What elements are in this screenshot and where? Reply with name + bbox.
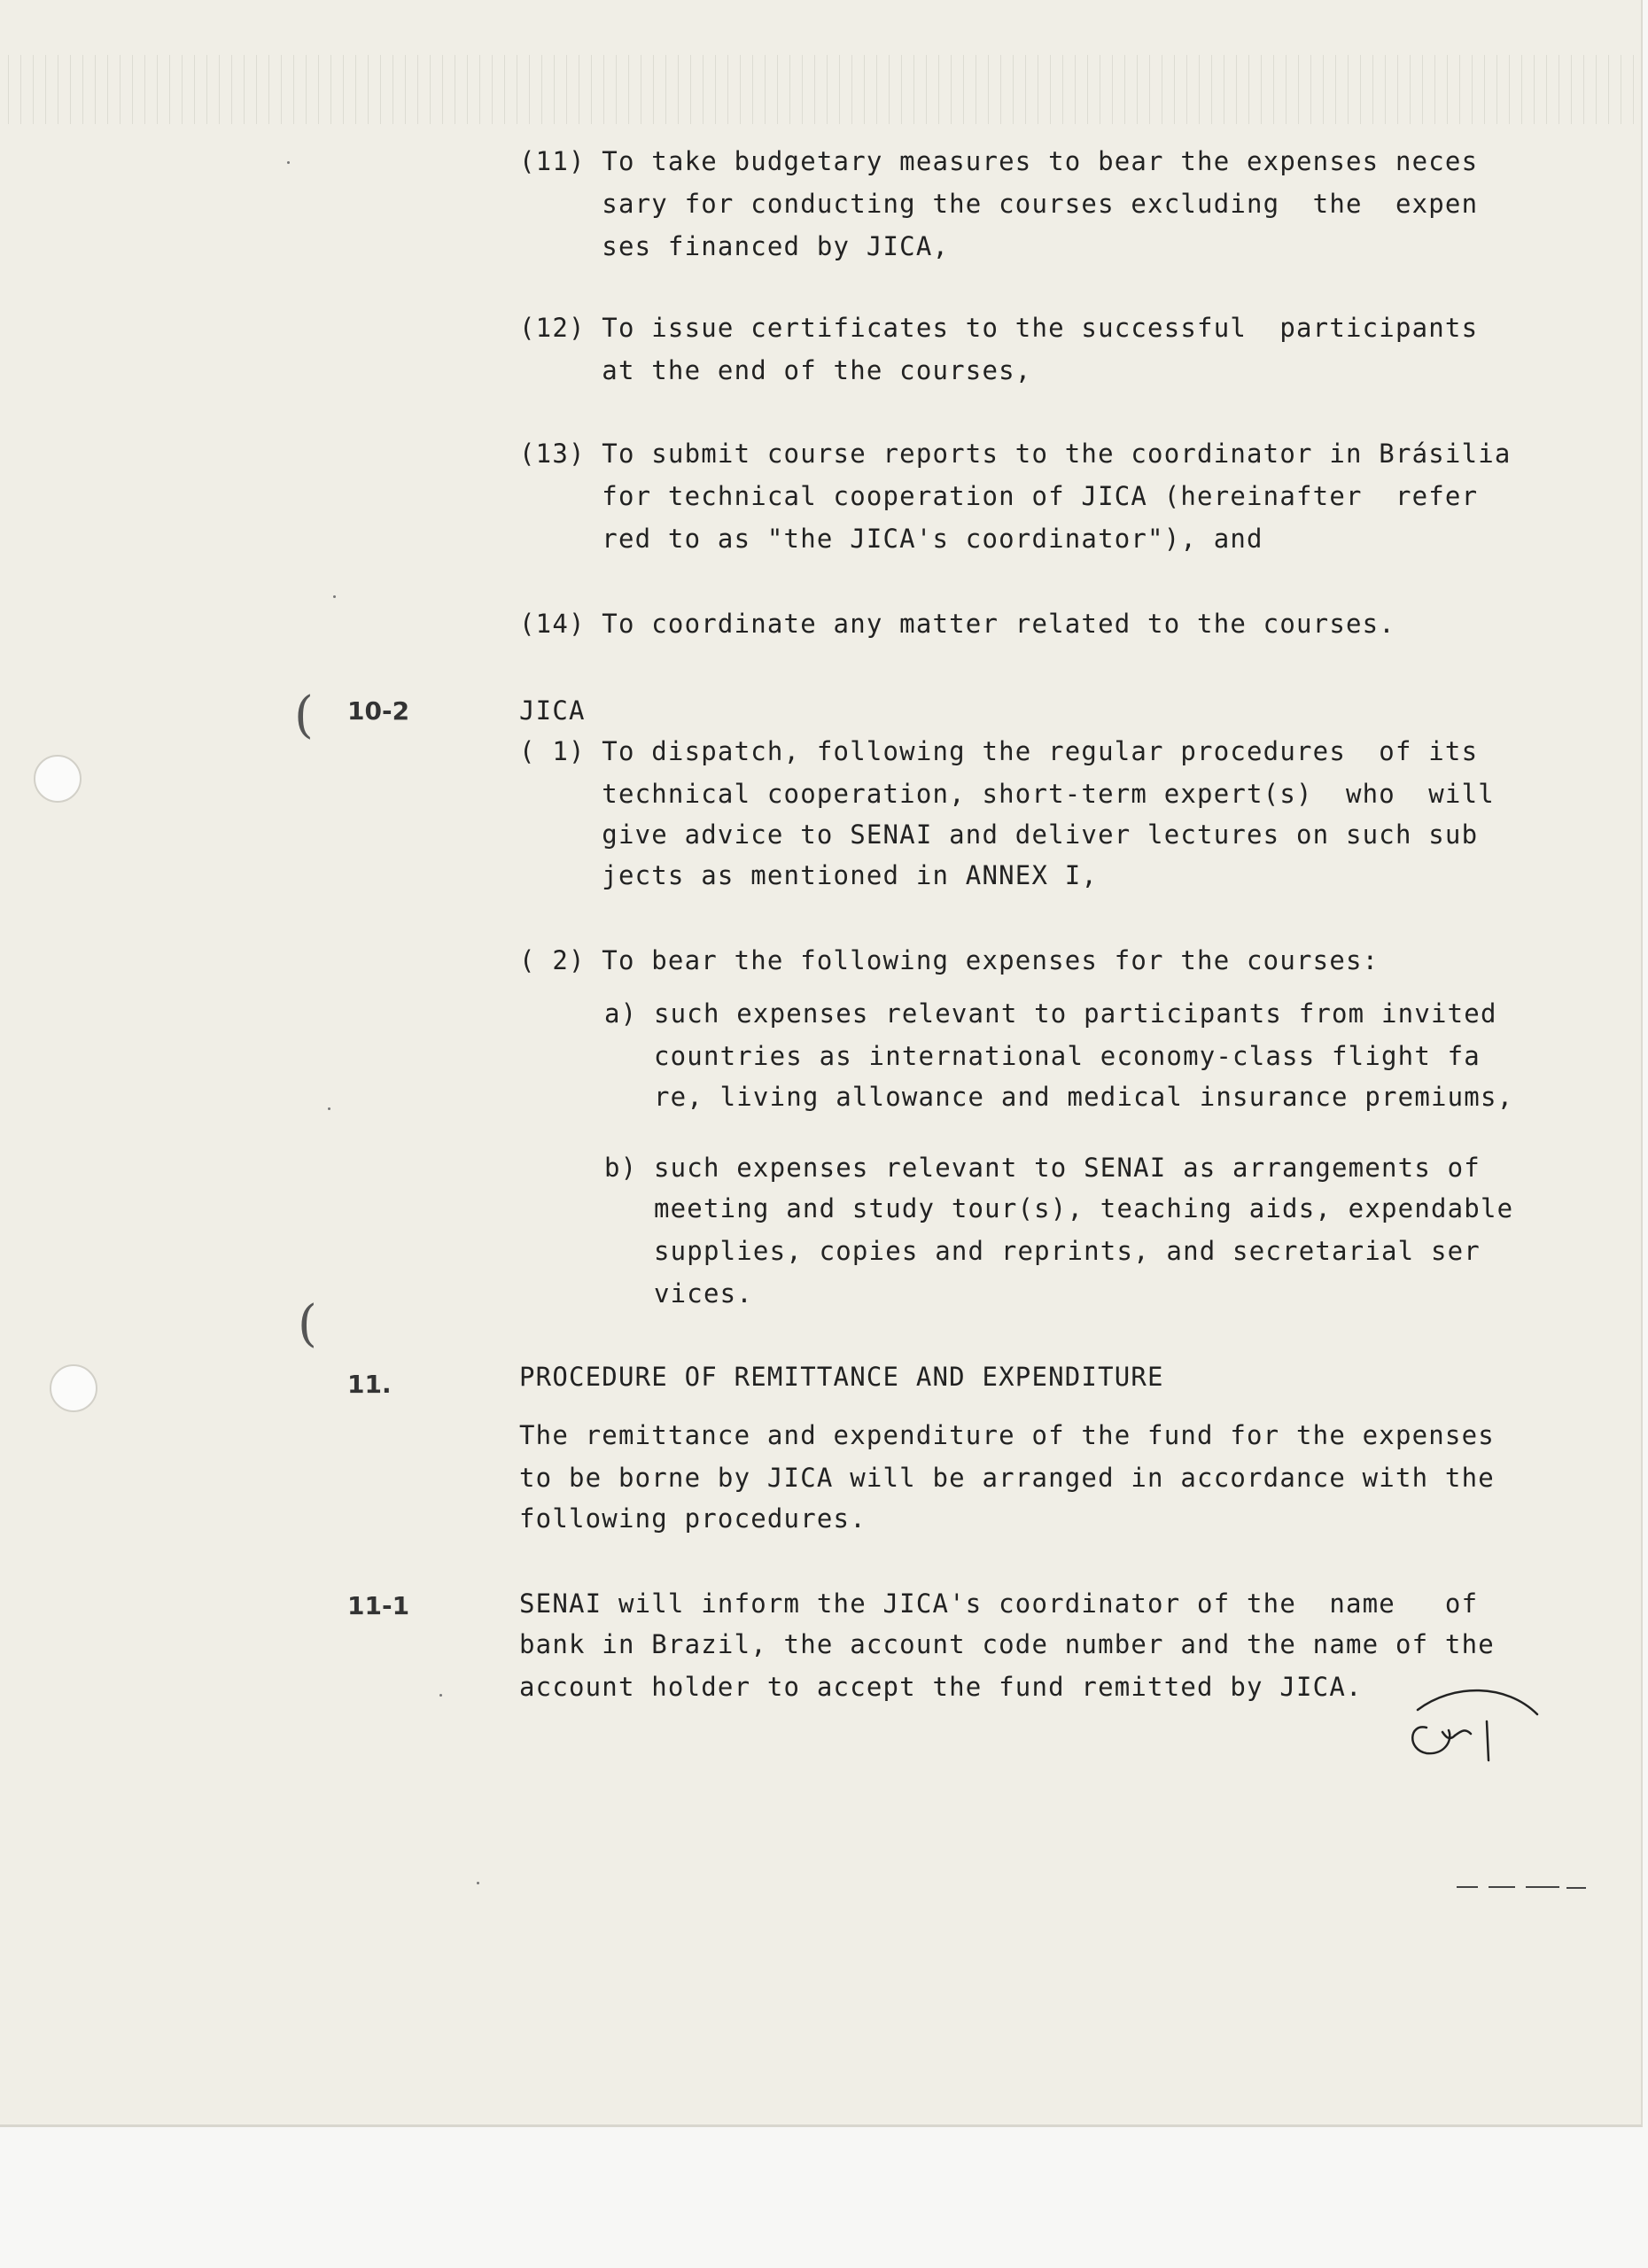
- margin-bracket-mark: (: [294, 687, 314, 744]
- procedure-heading: PROCEDURE OF REMITTANCE AND EXPENDITURE: [519, 1362, 1164, 1392]
- punch-hole: [34, 755, 82, 803]
- section-number-11-1: 11-1: [347, 1591, 410, 1620]
- handwritten-initials-mark: [1400, 1679, 1542, 1776]
- jica-item-1-line: ( 1) To dispatch, following the regular procedures of its: [519, 736, 1479, 766]
- item-12-line: at the end of the courses,: [519, 355, 1032, 385]
- item-11-line: (11) To take budgetary measures to bear the expenses neces: [519, 146, 1479, 176]
- jica-item-1-line: jects as mentioned in ANNEX I,: [519, 860, 1099, 890]
- jica-heading: JICA: [519, 695, 586, 726]
- procedure-11-1-line: bank in Brazil, the account code number and the name of the: [519, 1629, 1495, 1659]
- jica-item-2-line: ( 2) To bear the following expenses for the courses:: [519, 945, 1380, 975]
- punch-hole: [50, 1364, 97, 1412]
- procedure-11-1-line: account holder to accept the fund remitted by JICA.: [519, 1672, 1363, 1702]
- item-13-line: for technical cooperation of JICA (hereinafter refer: [519, 481, 1479, 511]
- procedure-text-line: to be borne by JICA will be arranged in accordance with the: [519, 1463, 1495, 1493]
- item-13-line: red to as "the JICA's coordinator"), and: [519, 524, 1263, 554]
- ink-speck: [287, 161, 290, 164]
- margin-bracket-mark: (: [298, 1295, 317, 1353]
- ink-speck: [333, 595, 336, 598]
- jica-item-1-line: technical cooperation, short-term expert(s) who will: [519, 779, 1495, 809]
- jica-item-2a-line: a) such expenses relevant to participants from invited: [604, 998, 1497, 1029]
- item-11-line: sary for conducting the courses excluding the expen: [519, 189, 1479, 219]
- stray-dash-marks: [1453, 1882, 1595, 1892]
- procedure-text-line: The remittance and expenditure of the fund for the expenses: [519, 1420, 1495, 1450]
- item-12-line: (12) To issue certificates to the successful participants: [519, 313, 1479, 343]
- section-number-11: 11.: [347, 1370, 392, 1399]
- perforation-strip: [0, 55, 1641, 124]
- jica-item-1-line: give advice to SENAI and deliver lectures on such sub: [519, 819, 1479, 850]
- item-11-line: ses financed by JICA,: [519, 231, 950, 261]
- procedure-11-1-line: SENAI will inform the JICA's coordinator of the name of: [519, 1588, 1479, 1619]
- jica-item-2b-line: vices.: [604, 1278, 753, 1309]
- jica-item-2b-line: supplies, copies and reprints, and secretarial ser: [604, 1236, 1481, 1266]
- ink-speck: [328, 1107, 330, 1110]
- section-number-10-2: 10-2: [347, 696, 410, 726]
- item-14-line: (14) To coordinate any matter related to the courses.: [519, 609, 1395, 639]
- jica-item-2b-line: b) such expenses relevant to SENAI as arrangements of: [604, 1153, 1481, 1183]
- jica-item-2b-line: meeting and study tour(s), teaching aids, expendable: [604, 1193, 1514, 1223]
- ink-speck: [477, 1882, 479, 1884]
- jica-item-2a-line: countries as international economy-class flight fa: [604, 1041, 1481, 1071]
- procedure-text-line: following procedures.: [519, 1503, 867, 1534]
- jica-item-2a-line: re, living allowance and medical insurance premiums,: [604, 1082, 1514, 1112]
- item-13-line: (13) To submit course reports to the coordinator in Brásilia: [519, 439, 1512, 469]
- ink-speck: [439, 1694, 442, 1697]
